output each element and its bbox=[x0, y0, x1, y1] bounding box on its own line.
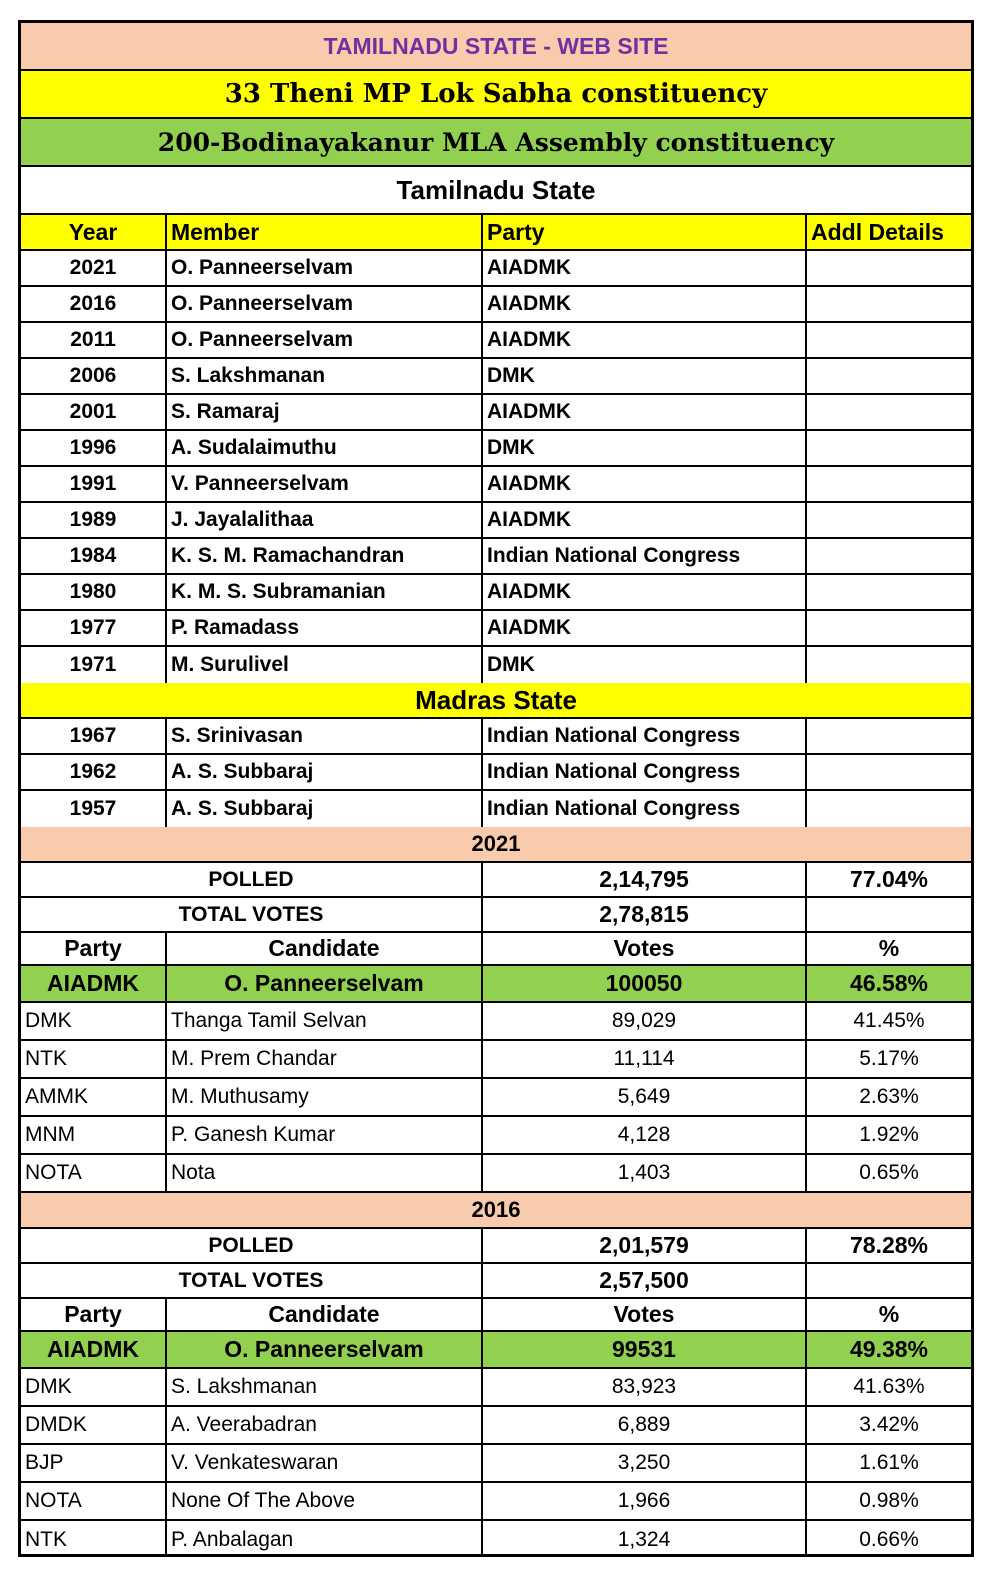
winner-candidate: O. Panneerselvam bbox=[167, 966, 483, 1001]
col-percent: % bbox=[878, 1301, 900, 1327]
col-votes: Votes bbox=[483, 933, 807, 964]
member-row bbox=[21, 755, 971, 791]
candidate-row bbox=[21, 1155, 971, 1193]
member-name: V. Panneerselvam bbox=[167, 467, 483, 501]
total-votes-row bbox=[21, 1264, 971, 1299]
member-row bbox=[21, 791, 971, 827]
candidate-row bbox=[21, 1079, 971, 1117]
candidate-name: P. Ganesh Kumar bbox=[167, 1117, 483, 1153]
member-row bbox=[21, 503, 971, 539]
member-row bbox=[21, 323, 971, 359]
member-row bbox=[21, 251, 971, 287]
col-member: Member bbox=[167, 215, 483, 249]
total-votes: 2,57,500 bbox=[483, 1264, 807, 1297]
member-year: 1984 bbox=[21, 539, 167, 573]
madras-members-list bbox=[21, 719, 971, 827]
candidate-percent: 0.65% bbox=[859, 1161, 919, 1184]
polled-percent: 78.28% bbox=[849, 1232, 928, 1258]
candidate-percent: 1.92% bbox=[859, 1123, 919, 1146]
col-percent: % bbox=[878, 935, 900, 961]
col-candidate: Candidate bbox=[167, 1299, 483, 1330]
constituency-sheet bbox=[18, 20, 974, 1557]
candidate-votes: 1,324 bbox=[483, 1521, 807, 1557]
candidate-votes: 3,250 bbox=[483, 1445, 807, 1481]
candidate-name: Nota bbox=[167, 1155, 483, 1191]
polled-label: POLLED bbox=[21, 1229, 483, 1262]
member-name: M. Surulivel bbox=[167, 647, 483, 683]
member-year: 2016 bbox=[21, 287, 167, 321]
candidate-party: NTK bbox=[21, 1041, 167, 1077]
member-addl-details bbox=[807, 467, 971, 501]
member-party: AIADMK bbox=[483, 503, 807, 537]
member-name: O. Panneerselvam bbox=[167, 287, 483, 321]
members-column-header bbox=[21, 215, 971, 251]
member-addl-details bbox=[807, 359, 971, 393]
candidate-name: A. Veerabadran bbox=[167, 1407, 483, 1443]
member-addl-details bbox=[807, 503, 971, 537]
polled-votes: 2,14,795 bbox=[483, 863, 807, 896]
member-row bbox=[21, 287, 971, 323]
candidate-party: NOTA bbox=[21, 1483, 167, 1519]
polled-percent: 77.04% bbox=[849, 866, 928, 892]
member-addl-details bbox=[807, 251, 971, 285]
member-party: Indian National Congress bbox=[483, 791, 807, 827]
member-name: A. S. Subbaraj bbox=[167, 755, 483, 789]
member-year: 1996 bbox=[21, 431, 167, 465]
member-addl-details bbox=[807, 755, 971, 789]
madras-state-row bbox=[21, 683, 971, 719]
winner-party: AIADMK bbox=[21, 966, 167, 1001]
candidate-party: DMK bbox=[21, 1003, 167, 1039]
election-year-row bbox=[21, 827, 971, 863]
winner-percent: 49.38% bbox=[849, 1336, 928, 1362]
election-year: 2021 bbox=[471, 831, 521, 856]
candidate-party: BJP bbox=[21, 1445, 167, 1481]
candidate-row bbox=[21, 1369, 971, 1407]
member-party: DMK bbox=[483, 431, 807, 465]
member-addl-details bbox=[807, 647, 971, 683]
member-year: 1957 bbox=[21, 791, 167, 827]
winner-votes: 100050 bbox=[483, 966, 807, 1001]
member-party: Indian National Congress bbox=[483, 719, 807, 753]
winner-candidate: O. Panneerselvam bbox=[167, 1332, 483, 1367]
candidate-percent: 0.98% bbox=[859, 1489, 919, 1512]
candidate-party: DMDK bbox=[21, 1407, 167, 1443]
member-addl-details bbox=[807, 611, 971, 645]
candidate-row bbox=[21, 1483, 971, 1521]
col-year: Year bbox=[21, 215, 167, 249]
candidate-name: M. Muthusamy bbox=[167, 1079, 483, 1115]
total-votes: 2,78,815 bbox=[483, 898, 807, 931]
member-name: O. Panneerselvam bbox=[167, 323, 483, 357]
candidate-votes: 11,114 bbox=[483, 1041, 807, 1077]
member-row bbox=[21, 467, 971, 503]
member-year: 1967 bbox=[21, 719, 167, 753]
winner-row bbox=[21, 1332, 971, 1369]
candidate-votes: 89,029 bbox=[483, 1003, 807, 1039]
candidate-percent: 0.66% bbox=[859, 1528, 919, 1551]
member-row bbox=[21, 647, 971, 683]
member-row bbox=[21, 539, 971, 575]
member-name: K. M. S. Subramanian bbox=[167, 575, 483, 609]
member-name: S. Ramaraj bbox=[167, 395, 483, 429]
member-year: 2021 bbox=[21, 251, 167, 285]
candidate-votes: 5,649 bbox=[483, 1079, 807, 1115]
polled-votes: 2,01,579 bbox=[483, 1229, 807, 1262]
member-party: AIADMK bbox=[483, 395, 807, 429]
member-addl-details bbox=[807, 287, 971, 321]
candidate-row bbox=[21, 1407, 971, 1445]
election-results bbox=[21, 827, 971, 1557]
total-votes-blank bbox=[807, 898, 971, 931]
madras-state-title: Madras State bbox=[415, 684, 577, 715]
candidate-percent: 1.61% bbox=[859, 1451, 919, 1474]
member-name: S. Srinivasan bbox=[167, 719, 483, 753]
election-year-row bbox=[21, 1193, 971, 1229]
lok-sabha-title: 33 Theni MP Lok Sabha constituency bbox=[224, 79, 768, 109]
polled-row bbox=[21, 863, 971, 898]
lok-sabha-row bbox=[21, 71, 971, 119]
state-title: Tamilnadu State bbox=[396, 174, 596, 205]
col-party: Party bbox=[483, 215, 807, 249]
candidate-party: DMK bbox=[21, 1369, 167, 1405]
member-name: J. Jayalalithaa bbox=[167, 503, 483, 537]
candidate-row bbox=[21, 1445, 971, 1483]
candidate-row bbox=[21, 1003, 971, 1041]
total-votes-label: TOTAL VOTES bbox=[21, 1264, 483, 1297]
member-party: AIADMK bbox=[483, 287, 807, 321]
candidate-votes: 83,923 bbox=[483, 1369, 807, 1405]
col-party: Party bbox=[21, 1299, 167, 1330]
assembly-row bbox=[21, 119, 971, 167]
candidate-name: None Of The Above bbox=[167, 1483, 483, 1519]
site-title: TAMILNADU STATE - WEB SITE bbox=[323, 32, 669, 59]
member-party: AIADMK bbox=[483, 251, 807, 285]
member-year: 2001 bbox=[21, 395, 167, 429]
member-row bbox=[21, 575, 971, 611]
candidate-percent: 2.63% bbox=[859, 1085, 919, 1108]
member-party: Indian National Congress bbox=[483, 755, 807, 789]
member-addl-details bbox=[807, 395, 971, 429]
winner-percent: 46.58% bbox=[849, 970, 928, 996]
col-votes: Votes bbox=[483, 1299, 807, 1330]
member-row bbox=[21, 359, 971, 395]
member-party: DMK bbox=[483, 647, 807, 683]
candidate-row bbox=[21, 1521, 971, 1557]
member-row bbox=[21, 395, 971, 431]
polled-row bbox=[21, 1229, 971, 1264]
candidate-votes: 1,966 bbox=[483, 1483, 807, 1519]
member-party: AIADMK bbox=[483, 467, 807, 501]
member-addl-details bbox=[807, 323, 971, 357]
member-name: P. Ramadass bbox=[167, 611, 483, 645]
col-party: Party bbox=[21, 933, 167, 964]
member-row bbox=[21, 611, 971, 647]
member-name: A. Sudalaimuthu bbox=[167, 431, 483, 465]
candidate-votes: 6,889 bbox=[483, 1407, 807, 1443]
member-row bbox=[21, 431, 971, 467]
candidate-name: V. Venkateswaran bbox=[167, 1445, 483, 1481]
candidate-party: NTK bbox=[21, 1521, 167, 1557]
state-row bbox=[21, 167, 971, 215]
winner-votes: 99531 bbox=[483, 1332, 807, 1367]
member-addl-details bbox=[807, 431, 971, 465]
col-addl-details: Addl Details bbox=[811, 218, 944, 245]
member-year: 2006 bbox=[21, 359, 167, 393]
member-year: 1991 bbox=[21, 467, 167, 501]
total-votes-blank bbox=[807, 1264, 971, 1297]
member-name: K. S. M. Ramachandran bbox=[167, 539, 483, 573]
election-year: 2016 bbox=[471, 1197, 521, 1222]
polled-label: POLLED bbox=[21, 863, 483, 896]
candidate-row bbox=[21, 1117, 971, 1155]
candidate-name: Thanga Tamil Selvan bbox=[167, 1003, 483, 1039]
candidate-votes: 4,128 bbox=[483, 1117, 807, 1153]
member-addl-details bbox=[807, 539, 971, 573]
total-votes-row bbox=[21, 898, 971, 933]
member-addl-details bbox=[807, 719, 971, 753]
member-addl-details bbox=[807, 575, 971, 609]
member-year: 1989 bbox=[21, 503, 167, 537]
candidate-party: NOTA bbox=[21, 1155, 167, 1191]
member-party: AIADMK bbox=[483, 575, 807, 609]
member-year: 1980 bbox=[21, 575, 167, 609]
member-year: 1971 bbox=[21, 647, 167, 683]
candidate-votes: 1,403 bbox=[483, 1155, 807, 1191]
candidate-percent: 41.45% bbox=[853, 1009, 925, 1032]
winner-row bbox=[21, 966, 971, 1003]
member-party: AIADMK bbox=[483, 611, 807, 645]
member-year: 1977 bbox=[21, 611, 167, 645]
candidate-party: MNM bbox=[21, 1117, 167, 1153]
candidate-name: S. Lakshmanan bbox=[167, 1369, 483, 1405]
member-name: A. S. Subbaraj bbox=[167, 791, 483, 827]
member-party: AIADMK bbox=[483, 323, 807, 357]
results-column-header bbox=[21, 1299, 971, 1332]
member-party: DMK bbox=[483, 359, 807, 393]
candidate-percent: 3.42% bbox=[859, 1413, 919, 1436]
tamilnadu-members-list bbox=[21, 251, 971, 683]
member-party: Indian National Congress bbox=[483, 539, 807, 573]
site-title-row bbox=[21, 23, 971, 71]
candidate-percent: 5.17% bbox=[859, 1047, 919, 1070]
candidate-name: P. Anbalagan bbox=[167, 1521, 483, 1557]
member-name: O. Panneerselvam bbox=[167, 251, 483, 285]
col-candidate: Candidate bbox=[167, 933, 483, 964]
member-row bbox=[21, 719, 971, 755]
assembly-title: 200-Bodinayakanur MLA Assembly constituency bbox=[157, 127, 835, 157]
candidate-party: AMMK bbox=[21, 1079, 167, 1115]
total-votes-label: TOTAL VOTES bbox=[21, 898, 483, 931]
member-name: S. Lakshmanan bbox=[167, 359, 483, 393]
candidate-percent: 41.63% bbox=[853, 1375, 925, 1398]
winner-party: AIADMK bbox=[21, 1332, 167, 1367]
member-year: 2011 bbox=[21, 323, 167, 357]
results-column-header bbox=[21, 933, 971, 966]
candidate-name: M. Prem Chandar bbox=[167, 1041, 483, 1077]
member-addl-details bbox=[807, 791, 971, 827]
member-year: 1962 bbox=[21, 755, 167, 789]
candidate-row bbox=[21, 1041, 971, 1079]
